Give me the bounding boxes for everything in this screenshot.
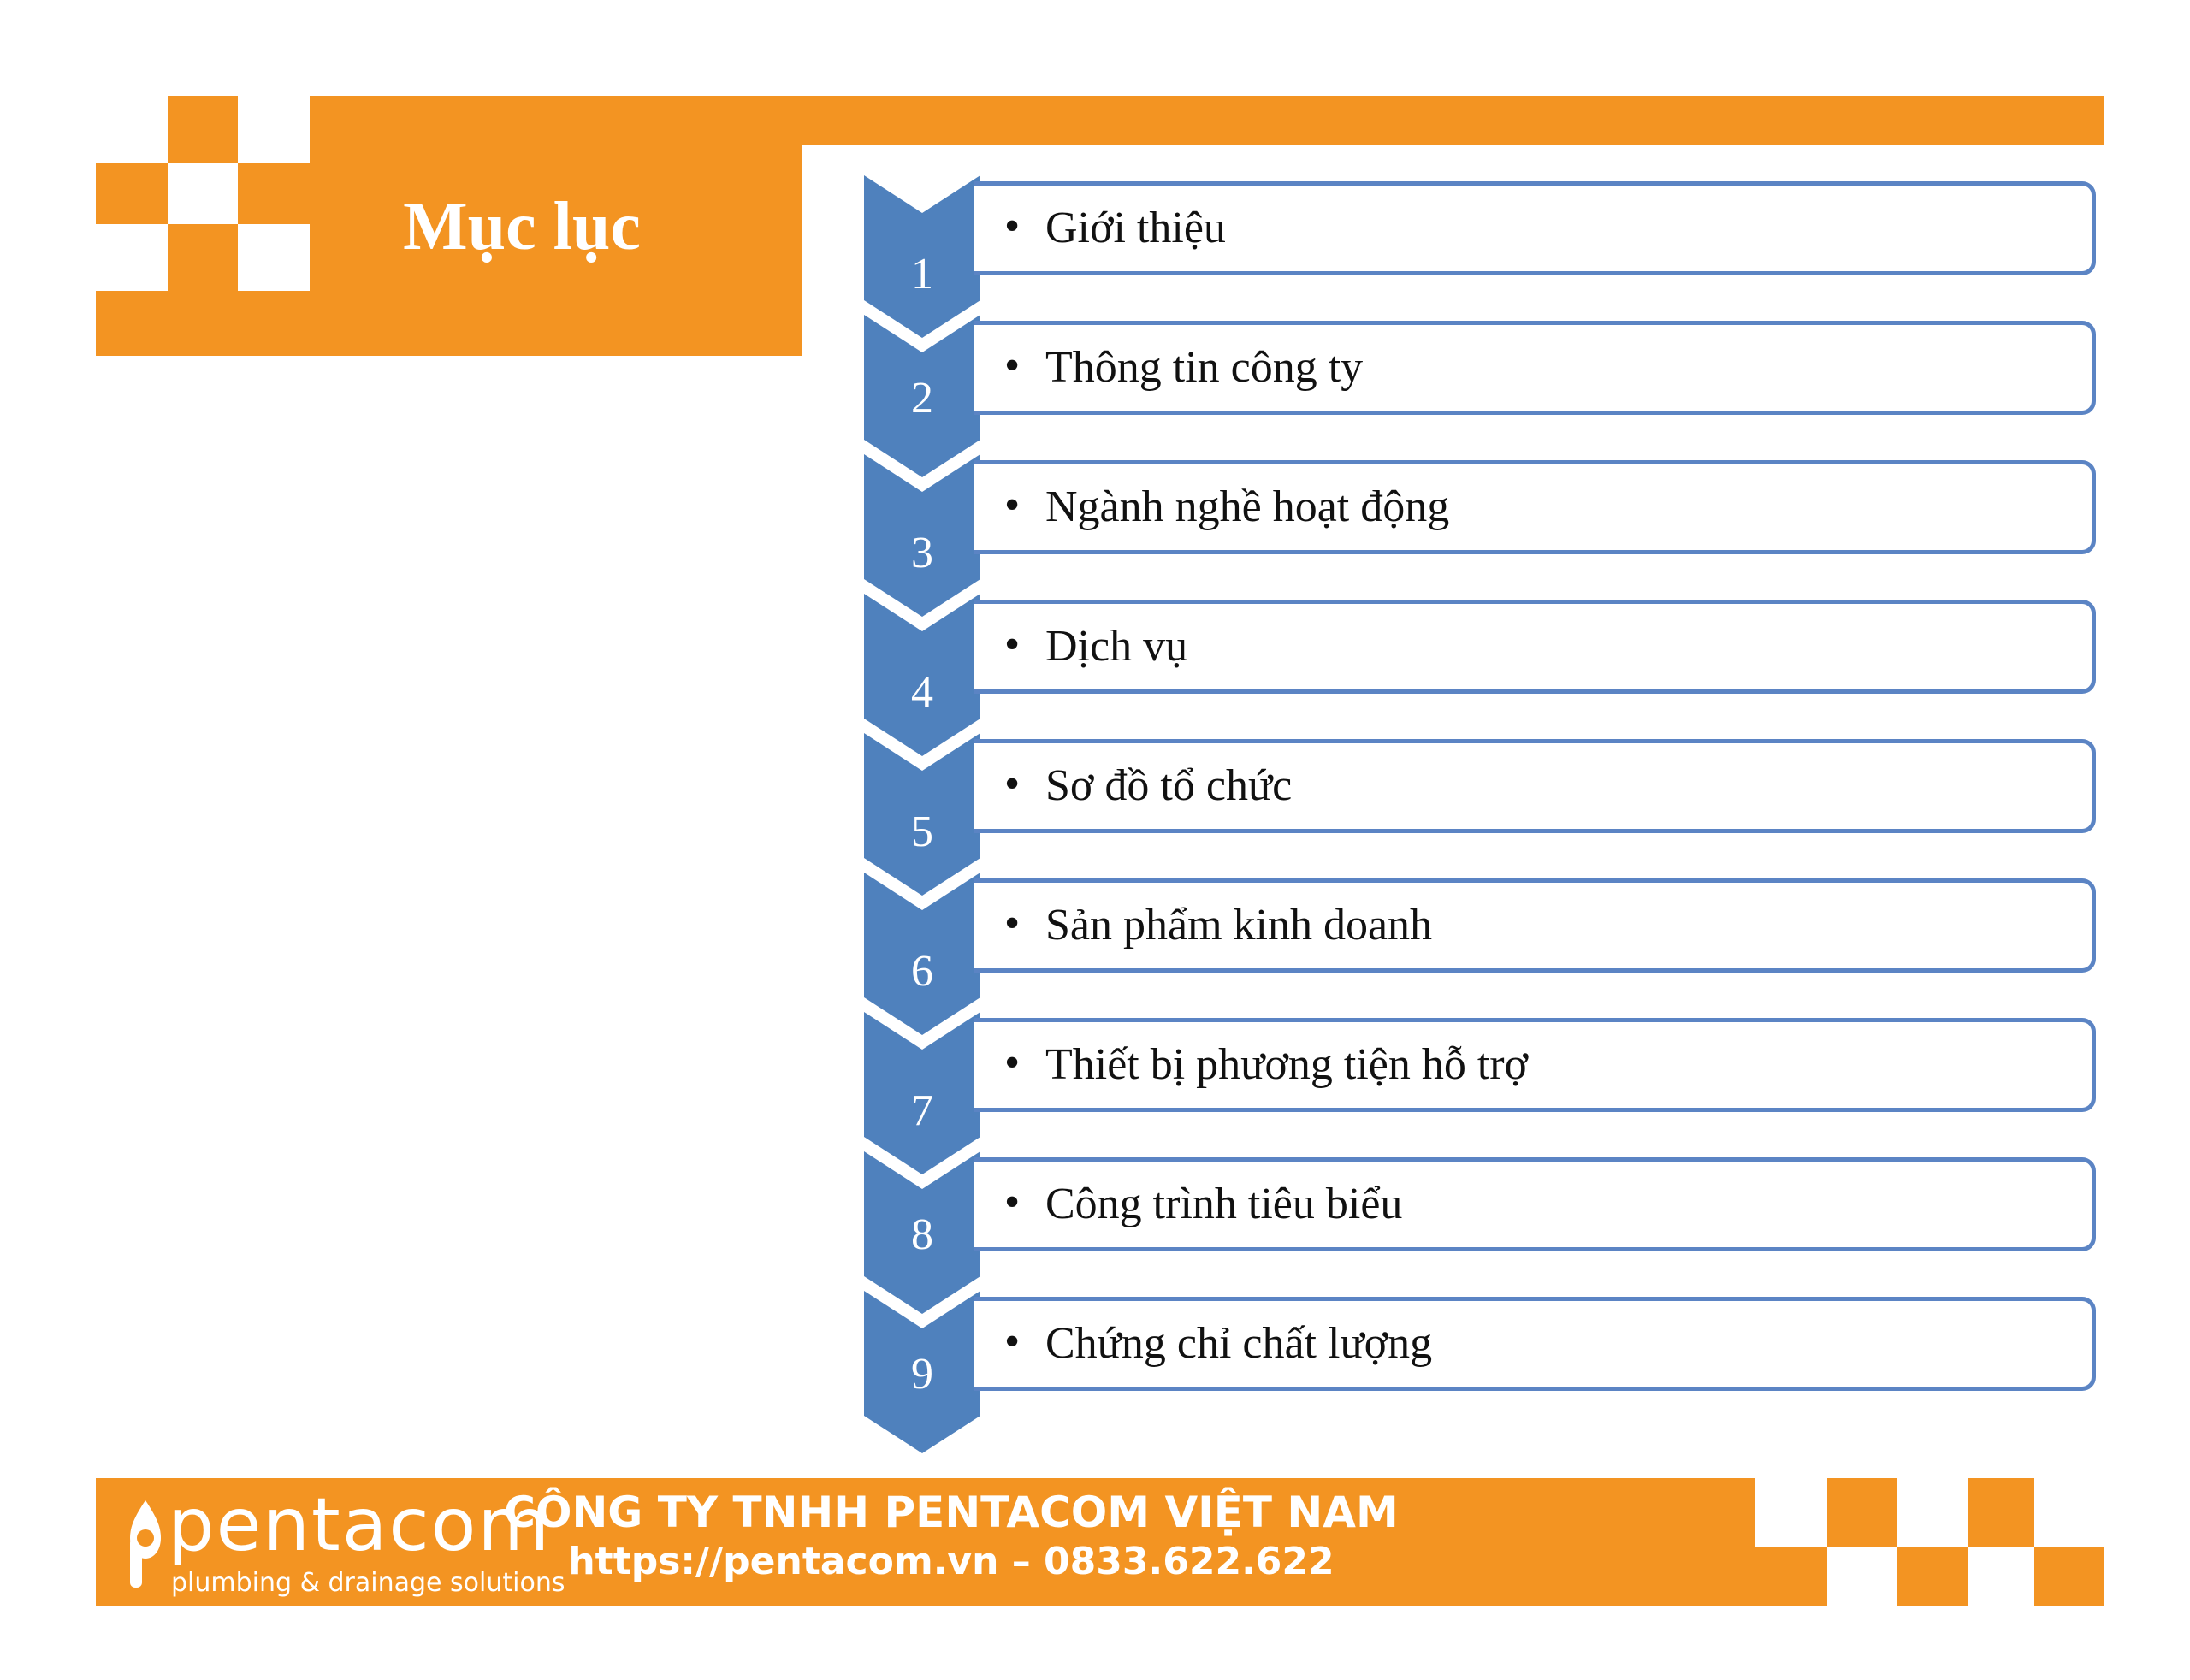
toc-label-box — [974, 460, 2096, 554]
toc-label-box — [974, 1157, 2096, 1251]
toc-label-box — [974, 1297, 2096, 1391]
toc-number: 1 — [911, 250, 933, 299]
toc-number: 6 — [911, 947, 933, 996]
toc-label: Thông tin công ty — [1045, 343, 1364, 392]
footer — [96, 1478, 2104, 1606]
toc-label-box — [974, 321, 2096, 415]
bullet-icon: • — [1004, 760, 1021, 808]
bullet-icon: • — [1004, 1178, 1021, 1227]
toc-label-box — [974, 181, 2096, 275]
logo-tagline: plumbing & drainage solutions — [171, 1568, 565, 1598]
toc-item[interactable] — [864, 594, 2096, 722]
toc-number: 2 — [911, 374, 933, 423]
contact-line: https://pentacom.vn – 0833.622.622 — [568, 1540, 1335, 1583]
checker-square — [1827, 1478, 1897, 1547]
bullet-icon: • — [1004, 341, 1021, 390]
bullet-icon: • — [1004, 899, 1021, 948]
checker-square — [96, 291, 310, 356]
toc-number: 3 — [911, 529, 933, 577]
toc-label: Công trình tiêu biểu — [1045, 1180, 1403, 1228]
checker-square — [168, 224, 238, 294]
bullet-icon: • — [1004, 202, 1021, 251]
toc-number: 9 — [911, 1350, 933, 1399]
toc-item[interactable] — [864, 175, 2096, 304]
toc-item[interactable] — [864, 733, 2096, 861]
checker-square — [96, 163, 168, 224]
logo-wordmark: pentacom — [168, 1482, 552, 1568]
toc-number: 7 — [911, 1086, 933, 1135]
bullet-icon: • — [1004, 1038, 1021, 1087]
toc-label: Giới thiệu — [1045, 204, 1226, 252]
toc-label: Ngành nghề hoạt động — [1045, 482, 1450, 531]
checker-square — [168, 96, 238, 163]
toc-number: 5 — [911, 807, 933, 856]
toc-label-box — [974, 1018, 2096, 1112]
checker-square — [1968, 1478, 2034, 1547]
toc-label: Chứng chỉ chất lượng — [1045, 1319, 1433, 1368]
toc-item[interactable] — [864, 873, 2096, 1001]
toc-label-box — [974, 739, 2096, 833]
checker-square — [1897, 1547, 1968, 1606]
toc-item[interactable] — [864, 315, 2096, 443]
bullet-icon: • — [1004, 620, 1021, 669]
toc-label: Sản phẩm kinh doanh — [1045, 901, 1433, 949]
page-title: Mục lục — [403, 189, 641, 264]
toc-item[interactable] — [864, 1151, 2096, 1280]
toc-label: Dịch vụ — [1045, 622, 1188, 671]
toc-number: 4 — [911, 668, 933, 717]
toc-item[interactable] — [864, 1291, 2096, 1419]
toc-item[interactable] — [864, 454, 2096, 583]
bullet-icon: • — [1004, 481, 1021, 529]
checker-square — [2034, 1547, 2104, 1606]
bullet-icon: • — [1004, 1317, 1021, 1366]
toc-label-box — [974, 600, 2096, 694]
toc-number: 8 — [911, 1210, 933, 1259]
checker-square — [238, 163, 310, 224]
toc-label: Sơ đồ tổ chức — [1045, 761, 1293, 810]
company-name: CÔNG TY TNHH PENTACOM VIỆT NAM — [504, 1488, 1399, 1537]
toc-item[interactable] — [864, 1012, 2096, 1140]
toc-label: Thiết bị phương tiện hỗ trợ — [1045, 1040, 1529, 1089]
toc-label-box — [974, 878, 2096, 973]
